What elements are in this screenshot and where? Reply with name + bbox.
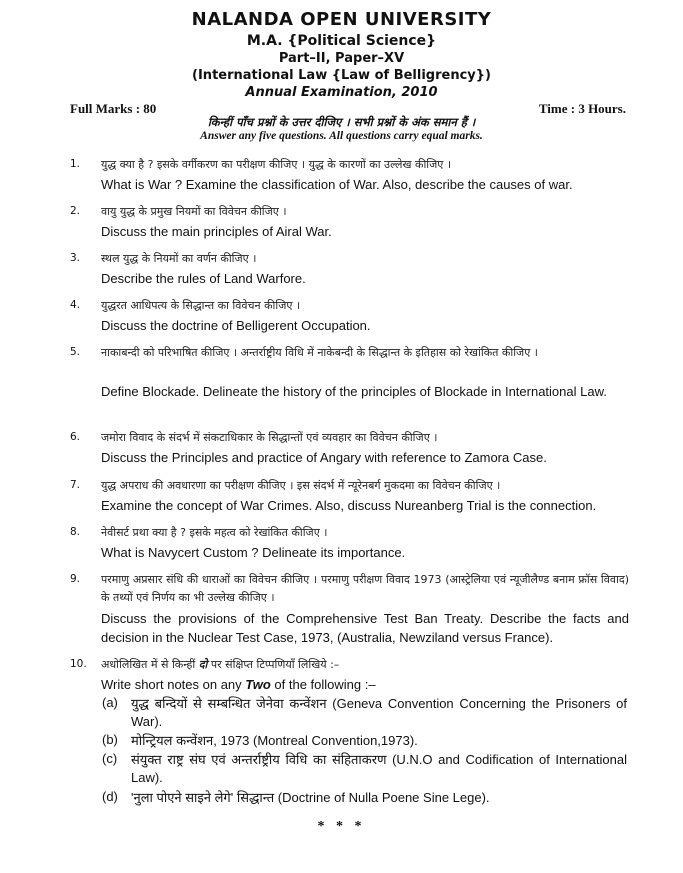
note-text: संयुक्त राष्ट्र संघ एवं अन्तर्राष्ट्रीय विधि का संहिताकरण (U.N.O and Codification of International Law). <box>131 752 627 785</box>
note-text: युद्ध बन्दियों से सम्बन्धित जेनेवा कन्वेंशन (Geneva Convention Concerning the Prisoners of War). <box>131 696 627 729</box>
question-english: Discuss the doctrine of Belligerent Occupation. <box>101 318 371 333</box>
exam-name: Annual Examination, 2010 <box>245 85 438 100</box>
question-english: Discuss the main principles of Airal War. <box>101 224 332 239</box>
question-english: Discuss the Principles and practice of Angary with reference to Zamora Case. <box>101 450 547 465</box>
question-number: 8. <box>70 526 81 538</box>
question-number: 5. <box>70 346 81 358</box>
instruction-hindi: किन्हीं पाँच प्रश्नों के उत्तर दीजिए । सभी प्रश्नों के अंक समान हैं । <box>207 115 476 129</box>
note-text: 'नुला पोएने साइने लेगे' सिद्धान्त (Doctrine of Nulla Poene Sine Lege). <box>131 790 490 805</box>
question-hindi: परमाणु अप्रसार संधि की धाराओं का विवेचन कीजिए । परमाणु परीक्षण विवाद 1973 (आस्ट्रेलिया एवं न्यूजीलैण्ड बनाम फ्रॉस विवाद) के तथ्यों एवं निर्णय का भी उल्लेख कीजिए । <box>101 573 629 604</box>
question-number: 3. <box>70 252 81 264</box>
emphasis-two-hindi: दो <box>198 658 208 671</box>
note-label: (b) <box>102 732 118 747</box>
question-number: 10. <box>70 658 87 670</box>
question-hindi: जमोरा विवाद के संदर्भ में संकटाधिकार के सिद्धान्तों एवं व्यवहार का विवेचन कीजिए । <box>101 431 438 444</box>
question-hindi: युद्ध अपराध की अवधारणा का परीक्षण कीजिए । इस संदर्भ में न्यूरेनबर्ग मुकदमा का विवेचन कीजिए । <box>101 479 501 492</box>
paper-part: Part–II, Paper–XV <box>278 51 405 66</box>
note-label: (d) <box>102 789 118 804</box>
end-stars: * * * <box>317 819 366 834</box>
question-hindi: नेवीसर्ट प्रथा क्या है ? इसके महत्व को रेखांकित कीजिए । <box>101 526 328 539</box>
question-number: 9. <box>70 573 81 585</box>
course-name: M.A. {Political Science} <box>246 33 437 49</box>
question-english: What is War ? Examine the classification of War. Also, describe the causes of war. <box>101 177 573 192</box>
full-marks: Full Marks : 80 <box>70 101 157 116</box>
question-hindi: अधोलिखित में से किन्हीं दो पर संक्षिप्त टिप्पणियाँ लिखिये :– <box>101 658 340 671</box>
question-hindi: स्थल युद्ध के नियमों का वर्णन कीजिए । <box>101 252 257 265</box>
question-english: Describe the rules of Land Warfore. <box>101 271 306 286</box>
question-number: 2. <box>70 205 81 217</box>
note-text: मोन्ट्रियल कन्वेंशन, 1973 (Montreal Convention,1973). <box>131 733 418 748</box>
paper-subject: (International Law {Law of Belligrency}) <box>192 68 491 83</box>
question-number: 4. <box>70 299 81 311</box>
question-english: Write short notes on any Two of the following :– <box>101 677 376 692</box>
question-hindi: वायु युद्ध के प्रमुख नियमों का विवेचन कीजिए । <box>101 205 287 218</box>
question-hindi: युद्धरत आधिपत्य के सिद्धान्त का विवेचन कीजिए । <box>101 299 301 312</box>
note-label: (a) <box>102 695 118 710</box>
question-hindi: युद्ध क्या है ? इसके वर्गीकरण का परीक्षण कीजिए । युद्ध के कारणों का उल्लेख कीजिए । <box>101 158 452 171</box>
university-title: NALANDA OPEN UNIVERSITY <box>191 9 492 30</box>
question-english: Discuss the provisions of the Comprehensive Test Ban Treaty. Describe the facts and decision in the Nuclear Test Case, 1973, (Australia, Newziland versus France). <box>101 611 629 645</box>
question-english: Define Blockade. Delineate the history of the principles of Blockade in International Law. <box>101 384 607 399</box>
instruction-english: Answer any five questions. All questions carry equal marks. <box>200 130 483 142</box>
question-english: What is Navycert Custom ? Delineate its importance. <box>101 545 406 560</box>
question-hindi: नाकाबन्दी को परिभाषित कीजिए । अन्तर्राष्ट्रीय विधि में नाकेबन्दी के सिद्धान्त के इतिहास को रेखांकित कीजिए । <box>101 346 538 359</box>
question-number: 1. <box>70 158 81 170</box>
time-allowed: Time : 3 Hours. <box>538 101 626 116</box>
note-label: (c) <box>102 751 118 766</box>
question-english: Examine the concept of War Crimes. Also, discuss Nureanberg Trial is the connection. <box>101 498 597 513</box>
emphasis-two: Two <box>245 677 271 692</box>
question-number: 7. <box>70 479 81 491</box>
question-number: 6. <box>70 431 81 443</box>
